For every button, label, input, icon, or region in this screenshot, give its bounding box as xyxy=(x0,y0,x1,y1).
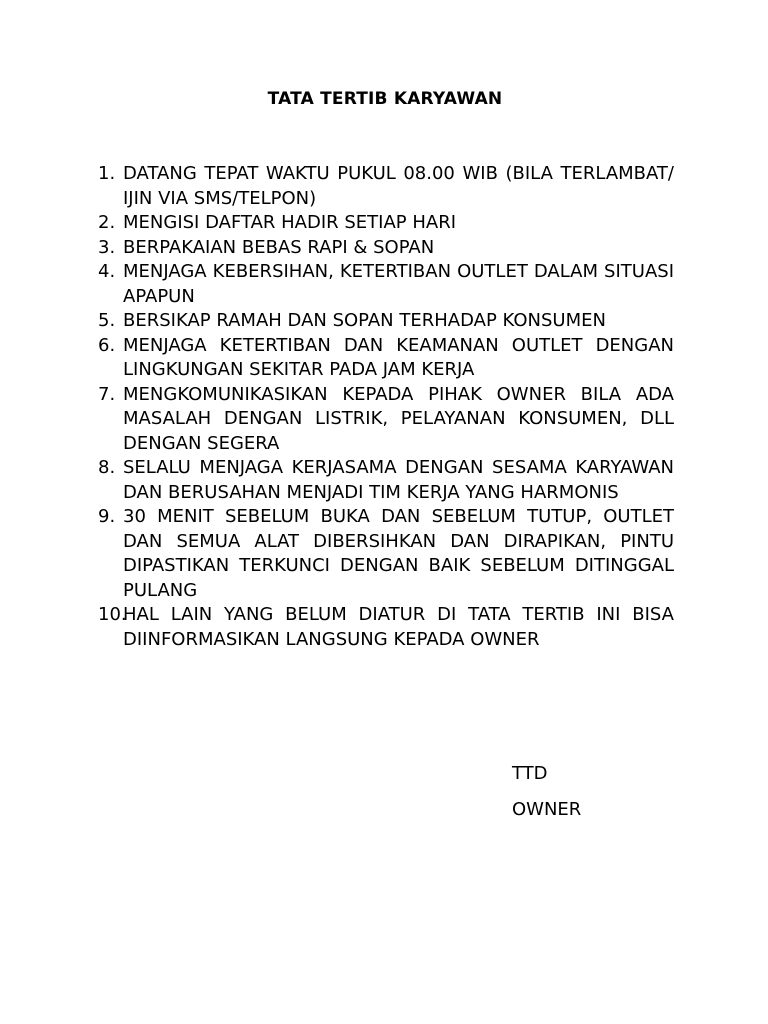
list-item xyxy=(98,260,674,309)
list-item-number: 7. xyxy=(98,383,116,405)
list-item-number: 4. xyxy=(98,261,116,282)
signature-owner: OWNER xyxy=(512,799,582,820)
list-item-text: HAL LAIN YANG BELUM DIATUR DI TATA TERTIB INI BISA DIINFORMASIKAN LANGSUNG KEPADA OWNER xyxy=(123,604,674,650)
list-item xyxy=(98,162,674,211)
document-title: TATA TERTIB KARYAWAN xyxy=(267,89,503,109)
list-item-number: 2. xyxy=(98,212,116,233)
list-item-text: MENGISI DAFTAR HADIR SETIAP HARI xyxy=(123,212,457,233)
list-item-number: 8. xyxy=(98,457,116,478)
list-item-text: SELALU MENJAGA KERJASAMA DENGAN SESAMA KARYAWAN DAN BERUSAHAN MENJADI TIM KERJA YANG HARMONIS xyxy=(123,457,674,503)
list-item xyxy=(98,383,674,457)
list-item-text: BERPAKAIAN BEBAS RAPI & SOPAN xyxy=(123,236,435,258)
list-item-text: MENJAGA KETERTIBAN DAN KEAMANAN OUTLET DENGAN LINGKUNGAN SEKITAR PADA JAM KERJA xyxy=(123,334,674,380)
list-item xyxy=(98,505,674,603)
signature-block xyxy=(512,756,581,828)
signature-ttd: TTD xyxy=(512,763,548,784)
list-item-text: MENJAGA KEBERSIHAN, KETERTIBAN OUTLET DALAM SITUASI APAPUN xyxy=(123,261,674,307)
list-item xyxy=(98,309,674,334)
list-item-number: 10. xyxy=(98,604,127,625)
list-item-number: 9. xyxy=(98,506,116,527)
list-item-text: DATANG TEPAT WAKTU PUKUL 08.00 WIB (BILA TERLAMBAT/ IJIN VIA SMS/TELPON) xyxy=(123,163,674,209)
rules-list xyxy=(98,162,674,652)
list-item-number: 3. xyxy=(98,236,116,258)
list-item xyxy=(98,236,674,261)
list-item xyxy=(98,456,674,505)
list-item-number: 6. xyxy=(98,334,116,356)
list-item-number: 5. xyxy=(98,310,116,331)
list-item xyxy=(98,334,674,383)
list-item-number: 1. xyxy=(98,163,116,184)
list-item-text: 30 MENIT SEBELUM BUKA DAN SEBELUM TUTUP, OUTLET DAN SEMUA ALAT DIBERSIHKAN DAN DIRAPIKAN, PINTU DIPASTIKAN TERKUNCI DENGAN BAIK SEBELUM DITINGGAL PULANG xyxy=(123,506,674,601)
list-item xyxy=(98,211,674,236)
list-item-text: MENGKOMUNIKASIKAN KEPADA PIHAK OWNER BILA ADA MASALAH DENGAN LISTRIK, PELAYANAN KONSUMEN, DLL DENGAN SEGERA xyxy=(123,383,674,454)
list-item-text: BERSIKAP RAMAH DAN SOPAN TERHADAP KONSUMEN xyxy=(123,310,606,331)
list-item xyxy=(98,603,674,652)
